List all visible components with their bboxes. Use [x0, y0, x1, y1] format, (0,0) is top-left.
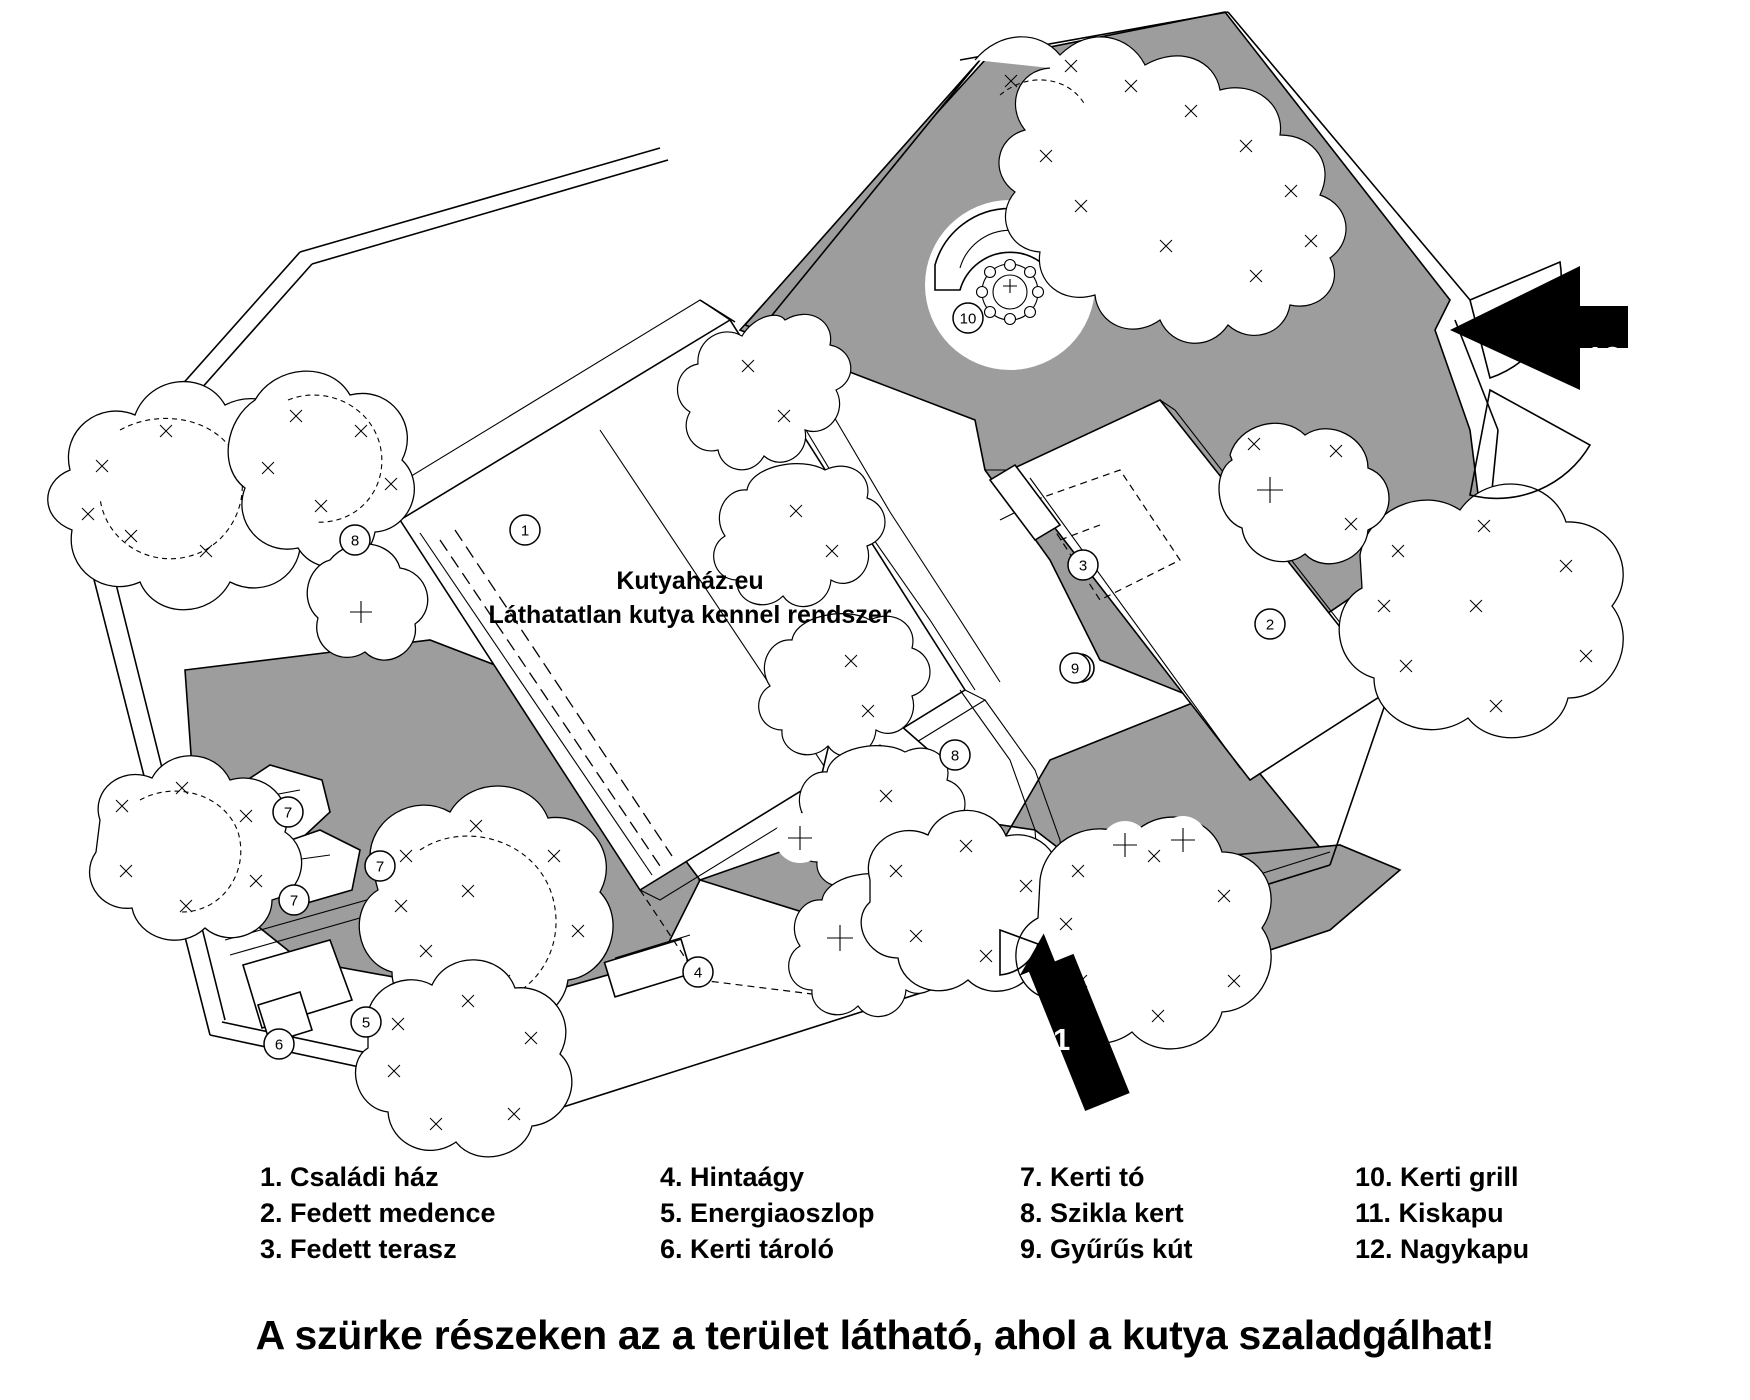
- marker-1: [510, 515, 540, 545]
- legend-item-11: 11. Kiskapu: [1355, 1197, 1504, 1228]
- marker-7c-label: 7: [289, 892, 299, 910]
- marker-7a: [273, 797, 303, 827]
- marker-7b-label: 7: [375, 858, 385, 876]
- marker-8a: [340, 525, 370, 555]
- marker-7c: [279, 885, 309, 915]
- legend-item-9: 9. Gyűrűs kút: [1020, 1233, 1193, 1264]
- legend-column-2: [660, 1160, 875, 1268]
- legend-item-1: 1. Családi ház: [260, 1162, 439, 1192]
- legend-item-6: 6. Kerti tároló: [660, 1233, 835, 1264]
- legend-item-3: 3. Fedett terasz: [260, 1233, 457, 1264]
- legend: [0, 1160, 1750, 1290]
- bottom-caption: A szürke részeken az a terület látható, ahol a kutya szaladgálhat!: [255, 1312, 1495, 1358]
- marker-5: [351, 1007, 381, 1037]
- legend-item-8: 8. Szikla kert: [1020, 1197, 1184, 1228]
- legend-item-10: 10. Kerti grill: [1355, 1162, 1519, 1192]
- marker-3-label: 3: [1078, 557, 1088, 575]
- gate-12-label: 12: [1586, 340, 1622, 375]
- legend-item-2: 2. Fedett medence: [260, 1197, 496, 1228]
- marker-6-label: 6: [274, 1036, 284, 1054]
- marker-9: [1060, 653, 1090, 683]
- marker-2: [1255, 609, 1285, 639]
- marker-8a-label: 8: [350, 532, 360, 550]
- marker-4-label: 4: [693, 964, 703, 982]
- watermark-line-2: Láthatatlan kutya kennel rendszer: [488, 600, 892, 629]
- marker-10: [953, 303, 983, 333]
- gate-11-label: 11: [1037, 1022, 1071, 1057]
- marker-9-label: 9: [1070, 660, 1080, 678]
- legend-item-5: 5. Energiaoszlop: [660, 1197, 875, 1228]
- marker-7a-label: 7: [283, 804, 293, 822]
- legend-item-7: 7. Kerti tó: [1020, 1162, 1145, 1192]
- marker-6: [264, 1029, 294, 1059]
- legend-column-4: [1355, 1160, 1529, 1268]
- marker-3: [1068, 550, 1098, 580]
- watermark-line-1: Kutyaház.eu: [616, 567, 764, 595]
- marker-2-label: 2: [1265, 616, 1275, 634]
- trees-left-cluster: [48, 371, 428, 660]
- marker-7b: [365, 851, 395, 881]
- legend-item-4: 4. Hintaágy: [660, 1162, 805, 1192]
- legend-column-3: [1020, 1160, 1193, 1268]
- marker-1-label: 1: [520, 522, 530, 540]
- marker-4: [683, 957, 713, 987]
- marker-10-label: 10: [959, 310, 977, 328]
- marker-8b: [940, 740, 970, 770]
- marker-5-label: 5: [361, 1014, 371, 1032]
- legend-item-12: 12. Nagykapu: [1355, 1233, 1530, 1264]
- marker-8b-label: 8: [950, 747, 960, 765]
- legend-column-1: [260, 1160, 496, 1268]
